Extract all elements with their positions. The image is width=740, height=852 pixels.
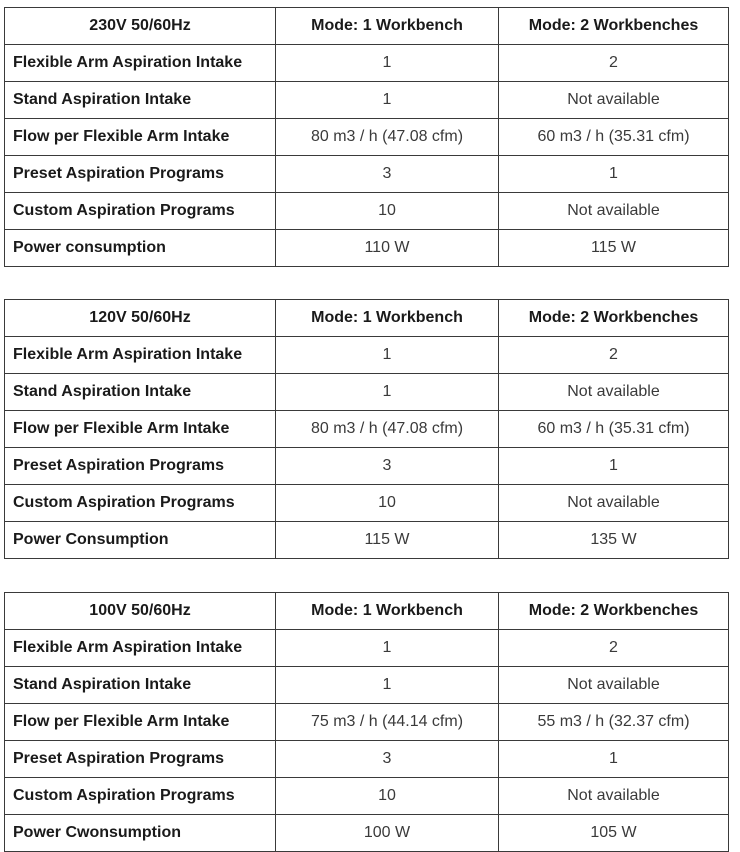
table-header-row <box>5 593 729 630</box>
mode-1-value: 10 <box>276 193 499 230</box>
table-row <box>5 193 729 230</box>
row-label: Power Cwonsumption <box>5 815 276 852</box>
mode-2-value: 60 m3 / h (35.31 cfm) <box>499 119 729 156</box>
row-label: Custom Aspiration Programs <box>5 778 276 815</box>
mode-1-value: 3 <box>276 156 499 193</box>
mode-1-value: 10 <box>276 485 499 522</box>
row-label: Preset Aspiration Programs <box>5 156 276 193</box>
mode-2-header: Mode: 2 Workbenches <box>499 593 729 630</box>
mode-1-value: 75 m3 / h (44.14 cfm) <box>276 704 499 741</box>
mode-2-value: 135 W <box>499 522 729 559</box>
row-label-bold: Flexible Arm <box>83 128 179 145</box>
mode-2-value: 1 <box>499 156 729 193</box>
table-row <box>5 815 729 852</box>
row-label: Flexible Arm Aspiration Intake <box>5 630 276 667</box>
row-label-suffix: Intake <box>178 128 230 145</box>
mode-1-value: 1 <box>276 630 499 667</box>
table-row <box>5 741 729 778</box>
mode-2-value: Not available <box>499 193 729 230</box>
table-header-row <box>5 8 729 45</box>
row-label: Stand Aspiration Intake <box>5 667 276 704</box>
mode-1-value: 1 <box>276 45 499 82</box>
table-row <box>5 704 729 741</box>
mode-1-value: 80 m3 / h (47.08 cfm) <box>276 119 499 156</box>
mode-2-value: 105 W <box>499 815 729 852</box>
table-row <box>5 230 729 267</box>
mode-1-value: 1 <box>276 337 499 374</box>
table-row <box>5 156 729 193</box>
voltage-header: 120V 50/60Hz <box>5 300 276 337</box>
mode-2-value: 2 <box>499 337 729 374</box>
row-label: Custom Aspiration Programs <box>5 485 276 522</box>
table-row <box>5 45 729 82</box>
row-label <box>5 119 276 156</box>
table-row <box>5 667 729 704</box>
mode-2-value: 2 <box>499 630 729 667</box>
mode-2-value: Not available <box>499 82 729 119</box>
row-label-prefix: Flow per <box>13 713 84 730</box>
mode-2-value: 1 <box>499 448 729 485</box>
voltage-header: 100V 50/60Hz <box>5 593 276 630</box>
row-label: Preset Aspiration Programs <box>5 741 276 778</box>
mode-2-value: 2 <box>499 45 729 82</box>
mode-1-value: 80 m3 / h (47.08 cfm) <box>276 411 499 448</box>
row-label: Stand Aspiration Intake <box>5 82 276 119</box>
table-row <box>5 82 729 119</box>
mode-2-value: 115 W <box>499 230 729 267</box>
table-header-row <box>5 300 729 337</box>
mode-2-value: Not available <box>499 778 729 815</box>
row-label <box>5 411 276 448</box>
mode-1-value: 1 <box>276 82 499 119</box>
row-label-suffix: Intake <box>178 713 230 730</box>
voltage-header: 230V 50/60Hz <box>5 8 276 45</box>
mode-1-value: 110 W <box>276 230 499 267</box>
row-label <box>5 704 276 741</box>
mode-1-value: 10 <box>276 778 499 815</box>
row-label: Custom Aspiration Programs <box>5 193 276 230</box>
mode-1-value: 100 W <box>276 815 499 852</box>
table-row <box>5 522 729 559</box>
mode-2-header: Mode: 2 Workbenches <box>499 300 729 337</box>
mode-1-value: 115 W <box>276 522 499 559</box>
mode-2-value: 60 m3 / h (35.31 cfm) <box>499 411 729 448</box>
row-label-suffix: Intake <box>178 420 230 437</box>
spec-table-230v <box>4 7 729 267</box>
mode-1-header: Mode: 1 Workbench <box>276 300 499 337</box>
table-row <box>5 337 729 374</box>
row-label: Preset Aspiration Programs <box>5 448 276 485</box>
row-label-prefix: Flow per <box>13 128 84 145</box>
mode-2-header: Mode: 2 Workbenches <box>499 8 729 45</box>
mode-1-value: 1 <box>276 667 499 704</box>
mode-2-value: 1 <box>499 741 729 778</box>
row-label-prefix: Flow per <box>13 420 84 437</box>
mode-1-value: 3 <box>276 448 499 485</box>
row-label: Flexible Arm Aspiration Intake <box>5 337 276 374</box>
mode-1-value: 3 <box>276 741 499 778</box>
row-label-bold: Flexible Arm <box>83 713 179 730</box>
row-label: Power Consumption <box>5 522 276 559</box>
table-row <box>5 119 729 156</box>
mode-2-value: Not available <box>499 667 729 704</box>
spec-table-100v <box>4 592 729 852</box>
table-row <box>5 485 729 522</box>
mode-1-header: Mode: 1 Workbench <box>276 8 499 45</box>
row-label: Flexible Arm Aspiration Intake <box>5 45 276 82</box>
row-label: Stand Aspiration Intake <box>5 374 276 411</box>
mode-1-value: 1 <box>276 374 499 411</box>
mode-2-value: Not available <box>499 485 729 522</box>
spec-table-120v <box>4 299 729 559</box>
mode-2-value: Not available <box>499 374 729 411</box>
table-row <box>5 630 729 667</box>
table-row <box>5 448 729 485</box>
table-row <box>5 411 729 448</box>
row-label-bold: Flexible Arm <box>83 420 179 437</box>
table-row <box>5 374 729 411</box>
mode-1-header: Mode: 1 Workbench <box>276 593 499 630</box>
mode-2-value: 55 m3 / h (32.37 cfm) <box>499 704 729 741</box>
table-row <box>5 778 729 815</box>
row-label: Power consumption <box>5 230 276 267</box>
